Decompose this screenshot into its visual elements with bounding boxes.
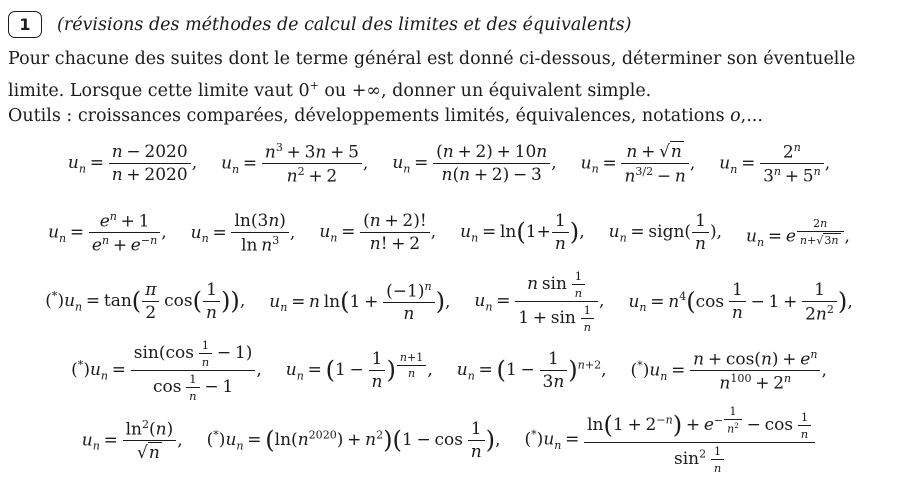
intro-line-2-text: limite. Lorsque cette limite vaut 0 bbox=[8, 80, 310, 101]
formula-row-1 bbox=[6, 129, 892, 198]
formula-row-3 bbox=[6, 267, 892, 336]
intro-line-3-text: Outils : croissances comparées, développements limités, équivalences, notations bbox=[8, 105, 731, 126]
formula-row-4 bbox=[6, 336, 892, 405]
intro-line-3 bbox=[8, 104, 892, 130]
formula: $u_n$ = $\frac{(n + 2)!}{n! + 2}$ , bbox=[319, 211, 437, 255]
exercise-number-box bbox=[8, 11, 42, 38]
formula: $(^*)u_n$ = sin(cos $\frac{1}{n}$ − 1) cos $\frac{1}{n}$ − 1 , bbox=[71, 338, 262, 404]
formula: $u_n$ = $\frac{e^n + 1}{e^n + e^{-n}}$ , bbox=[48, 209, 167, 256]
formula: $u_n$ = $\frac{\ln^2(n)}{√n}$ , bbox=[81, 417, 183, 464]
formula: $(^*)u_n = \tan$( $\frac{\pi}{2}$ cos( $\frac{1}{n}$ )), bbox=[45, 280, 246, 324]
formula: $u_n$ = $\frac{(n + 2) + 10n}{n(n + 2) - 3}$ , bbox=[392, 142, 557, 186]
formula: $u_n$ = n sin $\frac{1}{n}$ 1 + sin $\frac{1}{n}$ , bbox=[474, 269, 605, 335]
formula: $u_n = n$ ln(1 + $\frac{(-1)^n}{n}$ ), bbox=[269, 279, 451, 325]
exercise-number: 1 bbox=[19, 15, 31, 34]
formula-row-5 bbox=[6, 405, 892, 475]
exercise-subtitle: (révisions des méthodes de calcul des limites et des équivalents) bbox=[57, 14, 632, 35]
superscript-plus: + bbox=[309, 78, 319, 92]
formula: $u_n = (1$ − $\frac{1}{n}$ ) $^{\frac{n+1}{n}}$ , bbox=[285, 349, 433, 393]
formula: $u_n$ = $\frac{n + √n}{n^{3/2} - n}$ , bbox=[580, 142, 696, 187]
formula: $u_n$ = sign( $\frac{1}{n}$ ), bbox=[608, 211, 723, 255]
intro-line-1: Pour chacune des suites dont le terme général est donné ci-dessous, déterminer son éventuelle bbox=[8, 49, 856, 69]
formula: $(^*)u_n$ = $\frac{n + \cos(n) + e^n}{n^{100} + 2^n}$ , bbox=[630, 347, 827, 394]
formula: $(^*)u_n = (\ln(n^{2020}) + n^2)(1 - \cos$ $\frac{1}{n}$ ), bbox=[206, 418, 501, 462]
formula: $u_n$ = $\frac{\ln(3n)}{\ln n^3}$ , bbox=[190, 210, 296, 256]
intro-line-2-text-end: ou +∞, donner un équivalent simple. bbox=[318, 80, 652, 101]
formula: $u_n = n^4(\cos$ $\frac{1}{n}$ − 1 + $\frac{1}{2n^2}$ ), bbox=[628, 279, 853, 325]
intro-line-2 bbox=[8, 73, 892, 104]
formula: $u_n$ = $\frac{2^n}{3^n + 5^n}$ , bbox=[719, 140, 831, 187]
formula: $u_n$ = $\frac{n^3 + 3n + 5}{n^2 + 2}$ , bbox=[221, 140, 369, 187]
exercise-intro bbox=[8, 47, 892, 129]
formula: $u_n = (1$ − $\frac{1}{3n}$ )$^{n+2}$, bbox=[456, 349, 607, 393]
formula: $u_n = \ln(1+$ $\frac{1}{n}$ ), bbox=[460, 211, 585, 255]
intro-line-3-text-end: ,... bbox=[740, 105, 763, 126]
formula-area bbox=[6, 129, 892, 475]
formula: $(^*)u_n$ = $\ln(1 + 2^{-n}) + e^{- \frac{1}{n^2}}$ − cos $\frac{1}{n}$ $\sin^2$ $\frac{1}{n}$ bbox=[525, 405, 817, 475]
notation-o: o bbox=[730, 105, 741, 126]
formula-row-2 bbox=[6, 198, 892, 267]
formula: $u_n = e$ $^{\frac{2n}{n+√3n}}$ , bbox=[746, 216, 850, 249]
formula: $u_n$ = $\frac{n - 2020}{n + 2020}$ , bbox=[67, 142, 198, 186]
exercise-header bbox=[8, 11, 892, 38]
